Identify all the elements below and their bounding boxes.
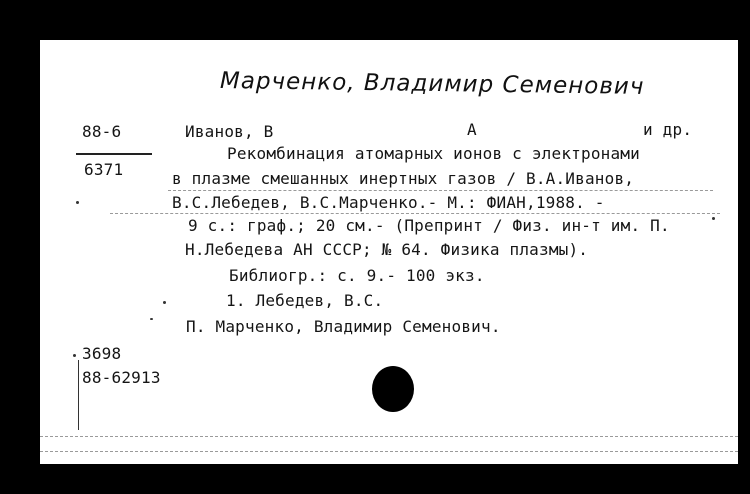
scan-speck <box>76 201 79 204</box>
body-line-3: В.С.Лебедев, В.С.Марченко.- М.: ФИАН,1988. - <box>172 193 605 212</box>
scan-speck <box>73 354 76 357</box>
added-entry-2: П. Марченко, Владимир Семенович. <box>186 317 501 336</box>
heading-etal: и др. <box>643 120 693 139</box>
body-line-1: Рекомбинация атомарных ионов с электронами <box>227 144 640 163</box>
margin-mark <box>78 360 79 430</box>
shelf-mark-bottom: 6371 <box>84 160 124 179</box>
bibliography-note: Библиогр.: с. 9.- 100 экз. <box>229 266 485 285</box>
ruled-line <box>110 213 720 214</box>
added-entry-1: 1. Лебедев, В.С. <box>226 291 384 310</box>
accession-number: 88-62913 <box>82 368 161 387</box>
heading-initial: А <box>467 120 477 139</box>
handwritten-author: Марченко, Владимир Семенович <box>219 68 645 100</box>
body-line-5: Н.Лебедева АН СССР; № 64. Физика плазмы). <box>185 240 589 259</box>
ruled-line <box>40 451 738 452</box>
shelf-mark-top: 88-6 <box>82 122 122 141</box>
inventory-number: 3698 <box>82 344 122 363</box>
ruled-line <box>40 436 738 437</box>
punch-hole <box>372 366 414 412</box>
shelf-mark-divider <box>76 153 152 155</box>
body-line-4: 9 с.: граф.; 20 см.- (Препринт / Физ. ин-т им. П. <box>188 216 670 235</box>
catalog-card <box>40 40 738 464</box>
scan-speck <box>150 318 153 320</box>
scan-speck <box>163 301 166 304</box>
ruled-line <box>168 190 713 191</box>
body-line-2: в плазме смешанных инертных газов / В.А.Иванов, <box>172 169 635 188</box>
heading-author: Иванов, В <box>185 122 274 141</box>
scan-speck <box>712 217 715 220</box>
